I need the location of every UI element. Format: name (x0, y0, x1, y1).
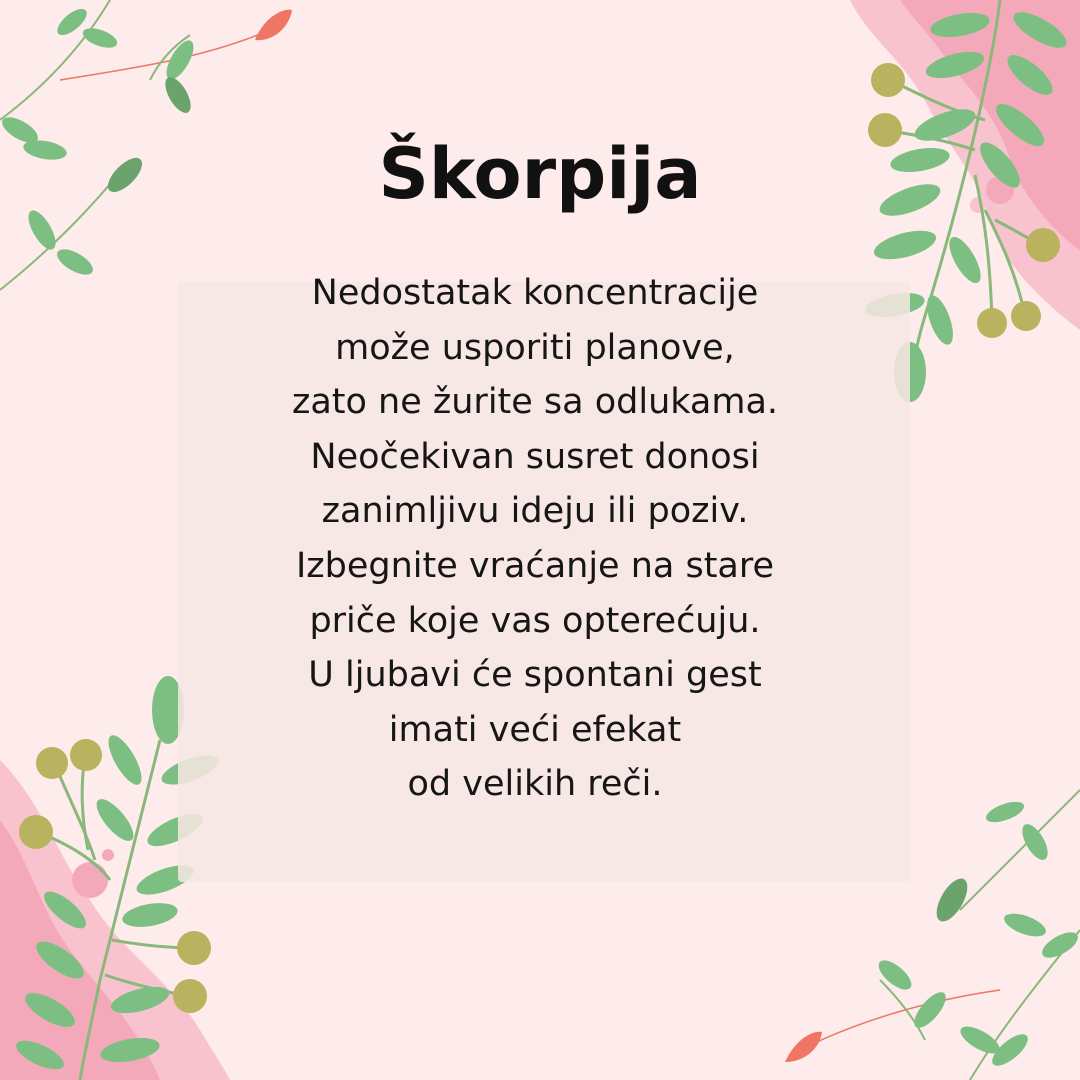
leaf (930, 874, 973, 927)
leaf (871, 225, 939, 265)
berry (868, 113, 902, 147)
text-line: od velikih reči. (407, 764, 663, 805)
leaf (922, 292, 959, 348)
leaf (53, 244, 97, 280)
leaf (876, 178, 944, 222)
text-line: Neočekivan susret donosi (310, 436, 760, 477)
text-line: U ljubavi će spontani gest (308, 655, 762, 696)
berry (19, 815, 53, 849)
berry (1011, 301, 1041, 331)
horoscope-text (210, 266, 860, 812)
leaf (1001, 909, 1049, 941)
berry (36, 747, 68, 779)
leaf (1017, 820, 1053, 864)
leaf (943, 232, 986, 287)
leaf (80, 24, 119, 51)
berry (977, 308, 1007, 338)
coral-leaf (255, 10, 292, 40)
text-line: Izbegnite vraćanje na stare (295, 545, 775, 586)
berry (871, 63, 905, 97)
berry (70, 739, 102, 771)
pink-dot (970, 197, 986, 213)
leaf (121, 899, 180, 930)
pink-dot (72, 862, 108, 898)
leaf (160, 73, 196, 117)
berry (1026, 228, 1060, 262)
text-line: Nedostatak koncentracije (311, 273, 759, 313)
text-line: zanimljivu ideju ili poziv. (321, 491, 749, 532)
pink-dot (102, 849, 114, 861)
leaf (983, 798, 1026, 827)
leaf (102, 152, 147, 197)
coral-leaf (785, 1032, 822, 1062)
text-line: može usporiti planove, (335, 327, 735, 368)
leaf (889, 144, 952, 176)
leaf (102, 731, 147, 789)
leaf (23, 206, 61, 253)
page-title: Škorpija (378, 133, 702, 215)
leaf (874, 955, 916, 995)
leaf (91, 794, 140, 847)
text-line: zato ne žurite sa odlukama. (291, 382, 779, 423)
leaf (909, 987, 951, 1032)
berry (173, 979, 207, 1013)
text-line: imati veći efekat (388, 709, 682, 750)
text-line: priče koje vas opterećuju. (309, 600, 761, 641)
berry (177, 931, 211, 965)
